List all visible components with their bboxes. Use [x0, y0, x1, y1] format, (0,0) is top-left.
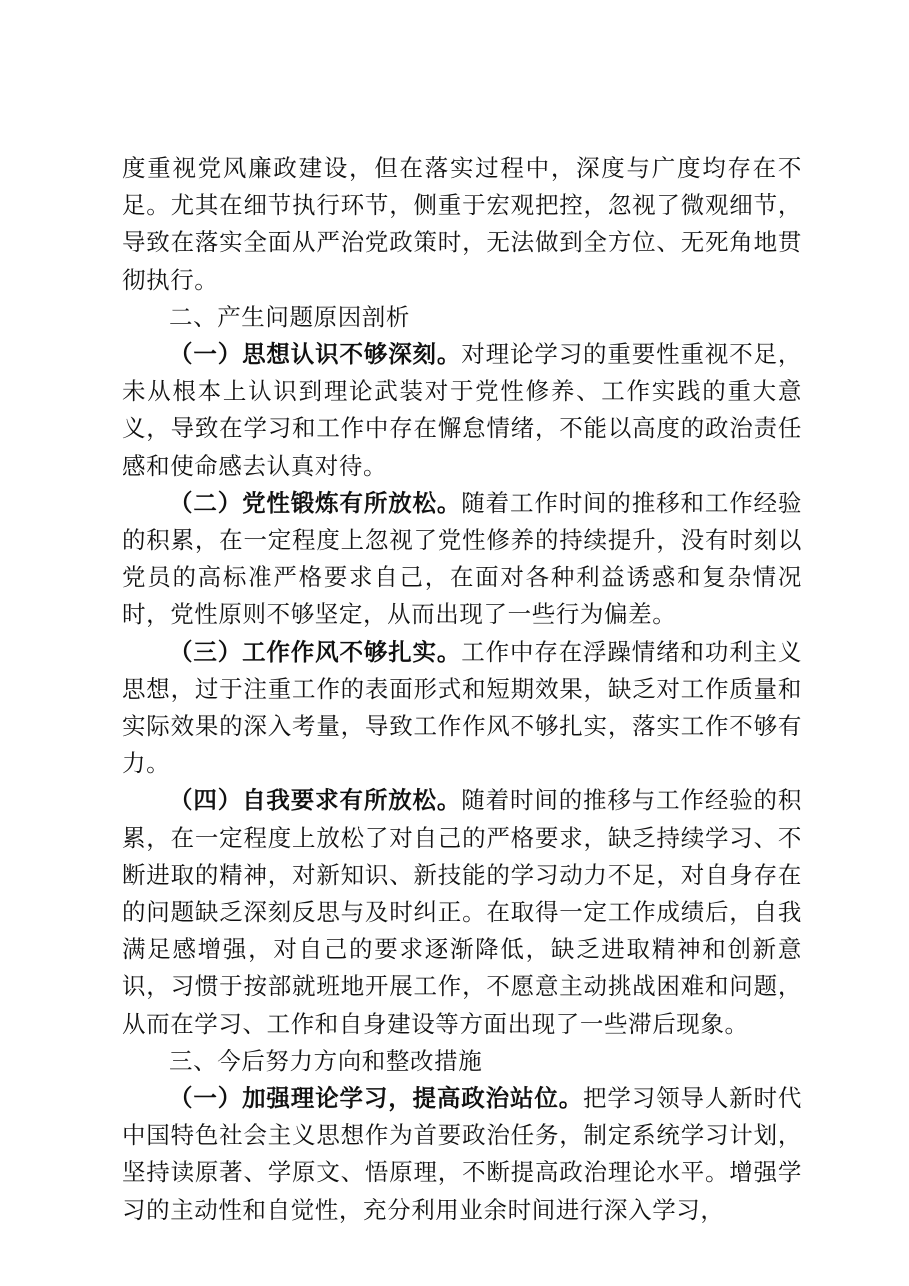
paragraph-cause-2: [122, 485, 802, 634]
paragraph-text: 度重视党风廉政建设，但在落实过程中，深度与广度均存在不足。尤其在细节执行环节，侧重于宏观把控，忽视了微观细节，导致在落实全面从严治党政策时，无法做到全方位、无死角地贯彻执行。: [122, 154, 802, 294]
paragraph-text: 随着工作时间的推移和工作经验的积累，在一定程度上忽视了党性修养的持续提升，没有时刻以党员的高标准严格要求自己，在面对各种利益诱惑和复杂情况时，党性原则不够坚定，从而出现了一些行为偏差。: [122, 488, 803, 629]
document-body: [122, 150, 802, 1229]
paragraph-lead: （二）党性锻炼有所放松。: [169, 488, 462, 517]
paragraph-cause-4: [122, 782, 802, 1042]
paragraph-measure-1: [122, 1080, 802, 1229]
section-heading-2: 二、产生问题原因剖析: [169, 302, 410, 331]
paragraph-text: 随着时间的推移与工作经验的积累，在一定程度上放松了对自己的严格要求，缺乏持续学习、不断进取的精神，对新知识、新技能的学习动力不足，对自身存在的问题缺乏深刻反思与及时纠正。在取得一定工作成绩后，自我满足感增强，对自己的要求逐渐降低，缺乏进取精神和创新意识，习惯于按部就班地开展工作，不愿意主动挑战困难和问题，从而在学习、工作和自身建设等方面出现了一些滞后现象。: [122, 786, 803, 1038]
paragraph-text: 对理论学习的重要性重视不足，未从根本上认识到理论武装对于党性修养、工作实践的重大意义，导致在学习和工作中存在懈怠情绪，不能以高度的政治责任感和使命感去认真对待。: [122, 340, 803, 480]
paragraph-lead: （四）自我要求有所放松。: [169, 786, 462, 815]
paragraph-lead: （三）工作作风不够扎实。: [169, 637, 462, 666]
paragraph-text: 把学习领导人新时代中国特色社会主义思想作为首要政治任务，制定系统学习计划，坚持读原著、学原文、悟原理，不断提高政治理论水平。增强学习的主动性和自觉性，充分利用业余时间进行深入学习，: [122, 1084, 802, 1224]
paragraph-text: 工作中存在浮躁情绪和功利主义思想，过于注重工作的表面形式和短期效果，缺乏对工作质量和实际效果的深入考量，导致工作作风不够扎实，落实工作不够有力。: [122, 637, 803, 778]
paragraph-lead: （一）加强理论学习，提高政治站位。: [169, 1084, 584, 1113]
section-heading-3: 三、今后努力方向和整改措施: [169, 1046, 483, 1075]
paragraph-cause-3: [122, 634, 802, 783]
paragraph-lead: （一）思想认识不够深刻。: [169, 340, 462, 369]
paragraph-intro: [122, 150, 802, 299]
paragraph-cause-1: [122, 336, 802, 485]
